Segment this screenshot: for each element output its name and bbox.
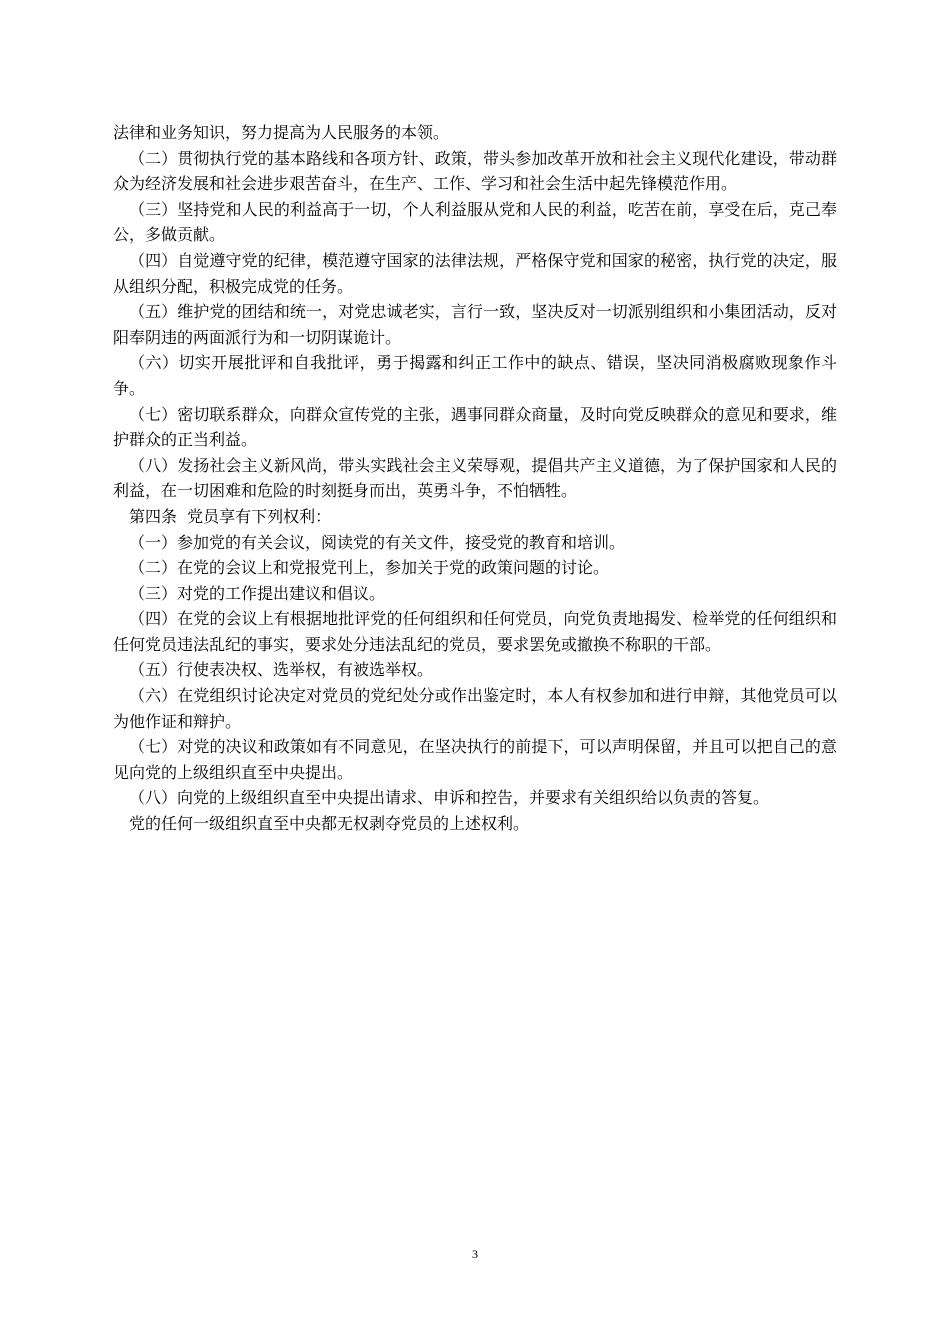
paragraph: （二）在党的会议上和党报党刊上，参加关于党的政策问题的讨论。 bbox=[129, 558, 610, 578]
page-number: 3 bbox=[472, 1247, 478, 1261]
document-body bbox=[113, 120, 837, 837]
paragraph: （一）参加党的有关会议，阅读党的有关文件，接受党的教育和培训。 bbox=[129, 532, 626, 552]
article-heading: 第四条 党员享有下列权利： bbox=[129, 506, 332, 526]
paragraph: （七）对党的决议和政策如有不同意见，在坚决执行的前提下，可以声明保留，并且可以把自己的意见向党的上级组织直至中央提出。 bbox=[113, 737, 837, 782]
paragraph: （五）维护党的团结和统一，对党忠诚老实，言行一致，坚决反对一切派别组织和小集团活动，反对阳奉阴违的两面派行为和一切阴谋诡计。 bbox=[113, 302, 837, 347]
paragraph: （二）贯彻执行党的基本路线和各项方针、政策，带头参加改革开放和社会主义现代化建设，带动群众为经济发展和社会进步艰苦奋斗，在生产、工作、学习和社会生活中起先锋模范作用。 bbox=[113, 148, 837, 194]
paragraph: 党的任何一级组织直至中央都无权剥夺党员的上述权利。 bbox=[129, 814, 530, 834]
paragraph: （三）坚持党和人民的利益高于一切，个人利益服从党和人民的利益，吃苦在前，享受在后，克己奉公，多做贡献。 bbox=[113, 199, 837, 245]
paragraph: （八）向党的上级组织直至中央提出请求、申诉和控告，并要求有关组织给以负责的答复。 bbox=[129, 788, 770, 808]
paragraph: 法律和业务知识，努力提高为人民服务的本领。 bbox=[113, 123, 450, 142]
paragraph: （四）在党的会议上有根据地批评党的任何组织和任何党员，向党负责地揭发、检举党的任何组织和任何党员违法乱纪的事实，要求处分违法乱纪的党员，要求罢免或撤换不称职的干部。 bbox=[113, 609, 837, 654]
paragraph: （五）行使表决权、选举权，有被选举权。 bbox=[129, 660, 434, 680]
paragraph: （八）发扬社会主义新风尚，带头实践社会主义荣辱观，提倡共产主义道德，为了保护国家和人民的利益，在一切困难和危险的时刻挺身而出，英勇斗争，不怕牺牲。 bbox=[113, 455, 837, 501]
paragraph: （七）密切联系群众，向群众宣传党的主张，遇事同群众商量，及时向党反映群众的意见和要求，维护群众的正当利益。 bbox=[113, 404, 837, 450]
paragraph: （四）自觉遵守党的纪律，模范遵守国家的法律法规，严格保守党和国家的秘密，执行党的决定，服从组织分配，积极完成党的任务。 bbox=[113, 250, 837, 296]
paragraph: （六）在党组织讨论决定对党员的党纪处分或作出鉴定时，本人有权参加和进行申辩，其他党员可以为他作证和辩护。 bbox=[113, 686, 837, 731]
paragraph: （三）对党的工作提出建议和倡议。 bbox=[129, 583, 386, 603]
paragraph: （六）切实开展批评和自我批评，勇于揭露和纠正工作中的缺点、错误，坚决同消极腐败现象作斗争。 bbox=[113, 353, 837, 398]
